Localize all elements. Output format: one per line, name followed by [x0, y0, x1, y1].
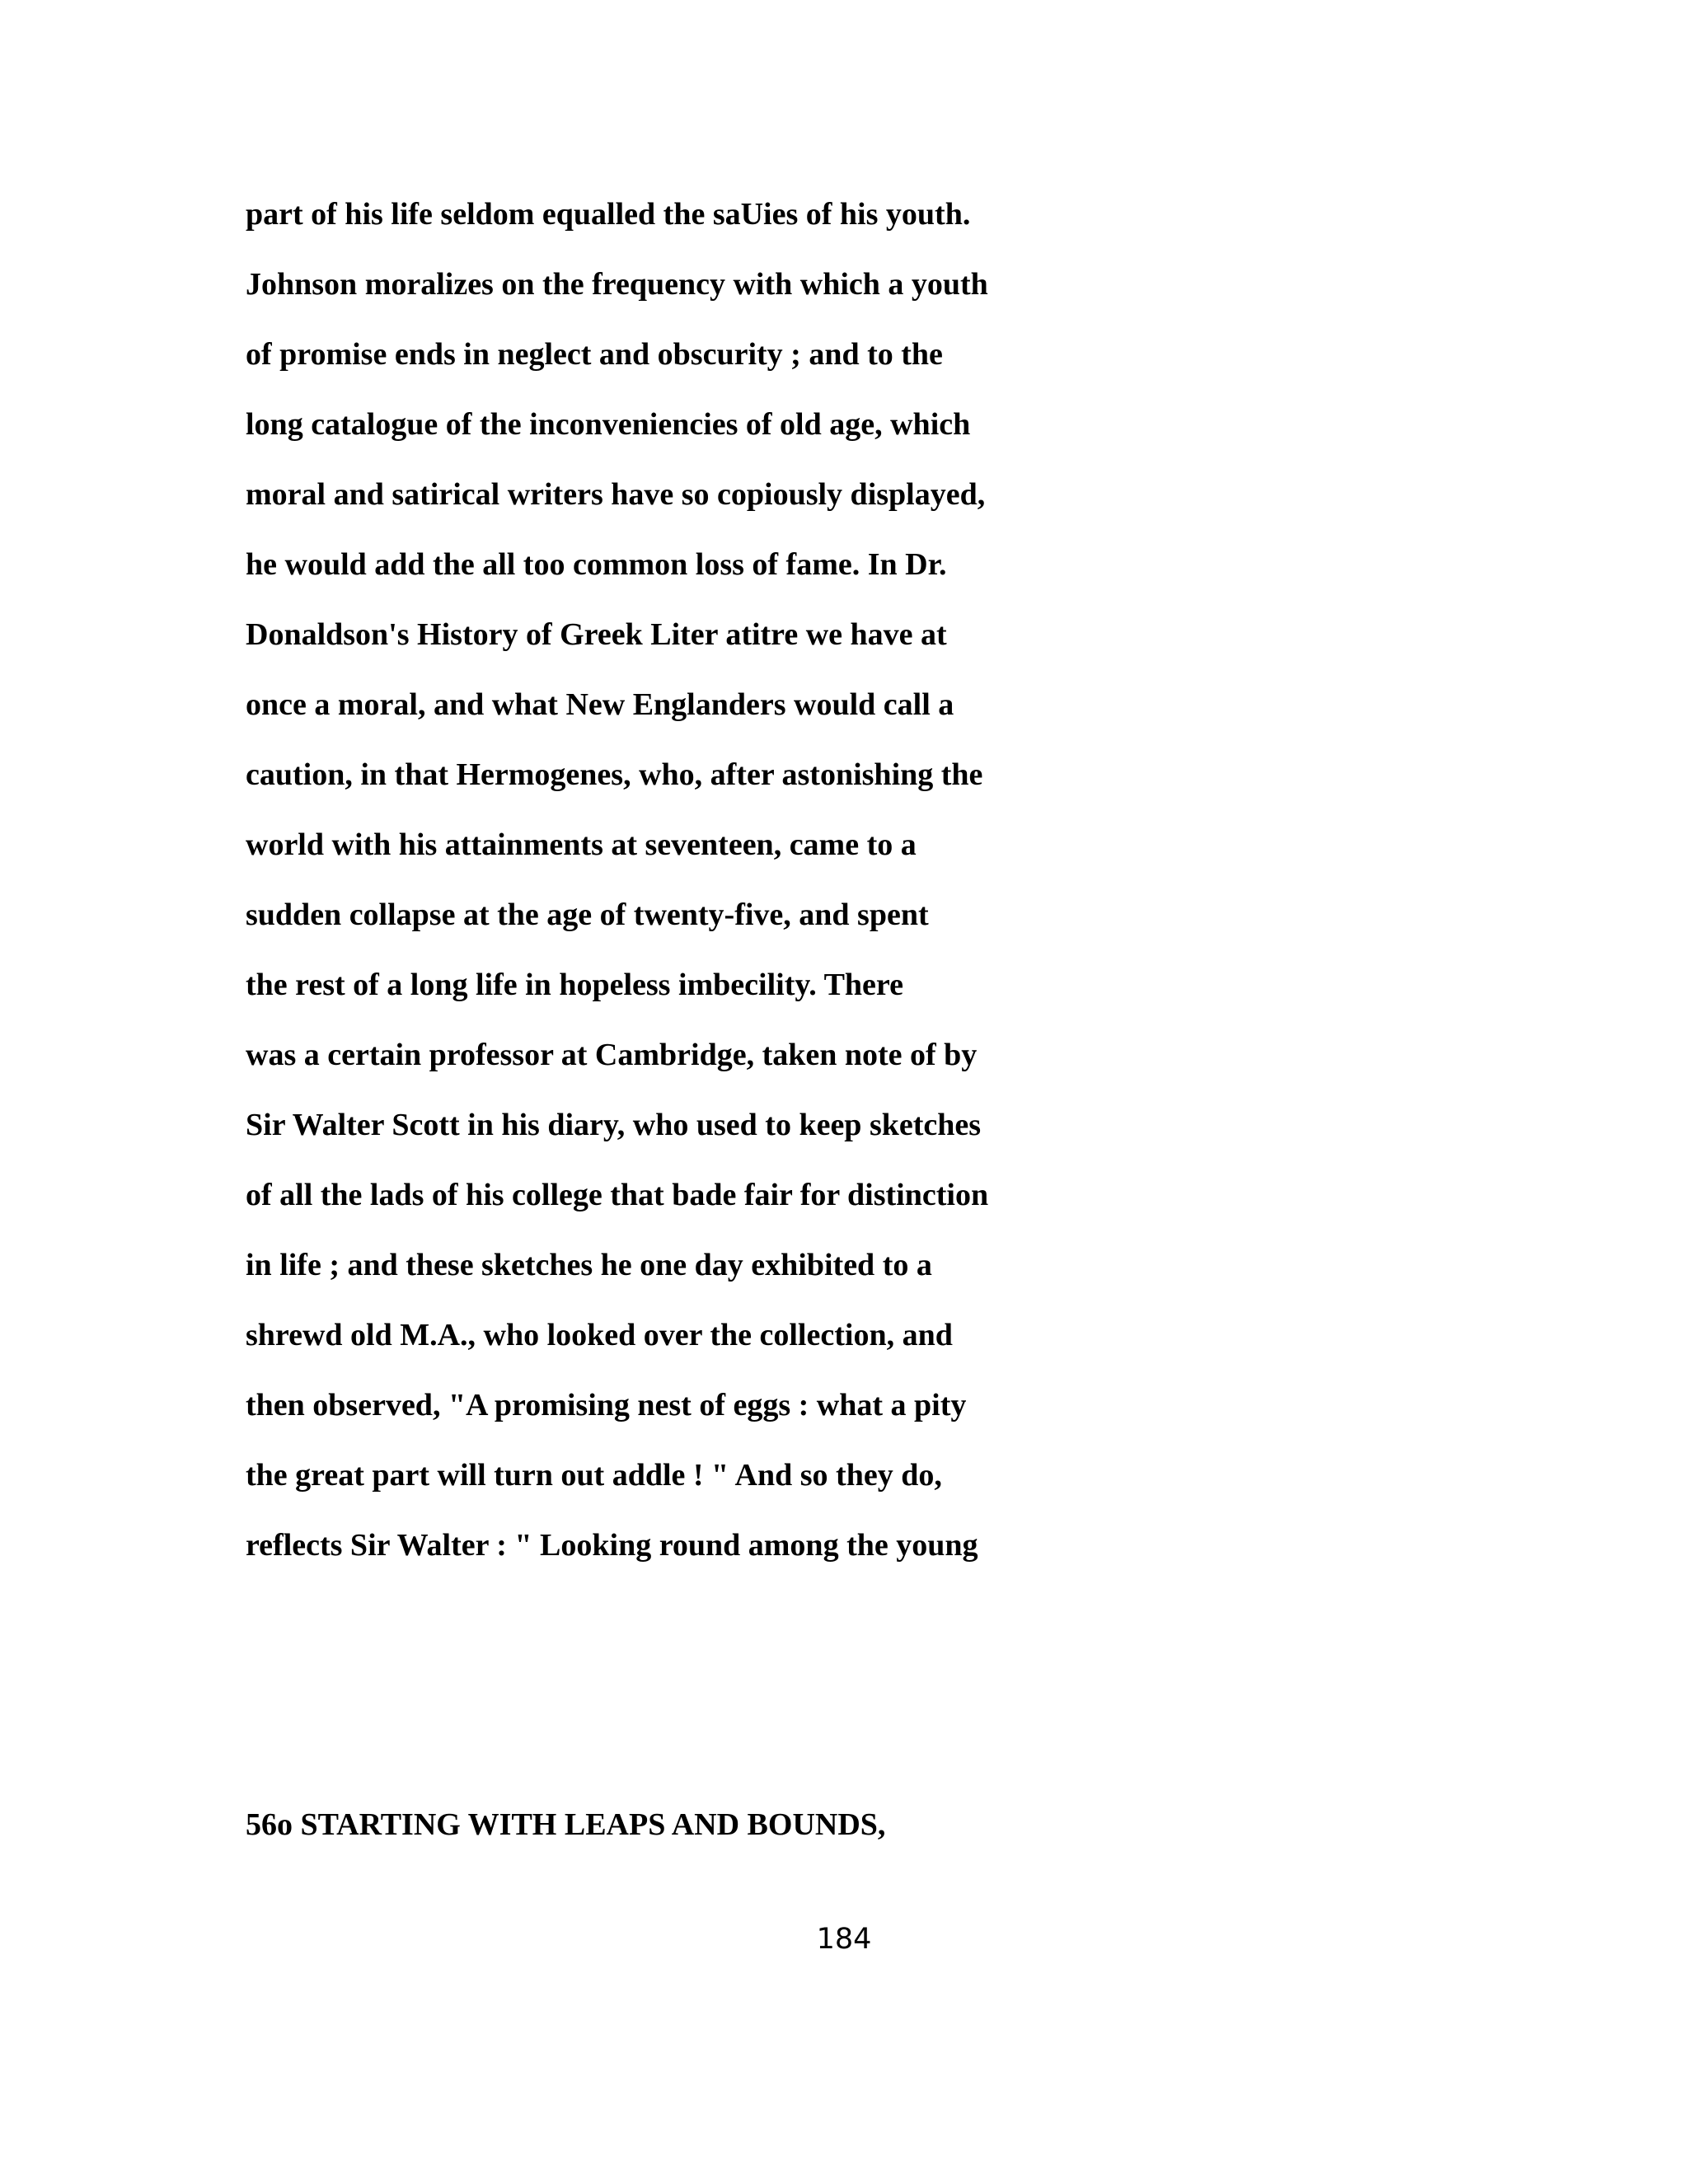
text-line: of all the lads of his college that bade fair for distinction — [246, 1178, 989, 1212]
text-line: the rest of a long life in hopeless imbecility. There — [246, 968, 903, 1002]
text-line: once a moral, and what New Englanders would call a — [246, 687, 954, 722]
text-line: reflects Sir Walter : " Looking round among the young — [246, 1528, 978, 1563]
text-line: Sir Walter Scott in his diary, who used to keep sketches — [246, 1108, 982, 1142]
text-line: caution, in that Hermogenes, who, after astonishing the — [246, 757, 983, 792]
running-head: 56o STARTING WITH LEAPS AND BOUNDS, — [246, 1807, 886, 1842]
text-line: he would add the all too common loss of fame. In Dr. — [246, 547, 947, 582]
text-line: was a certain professor at Cambridge, taken note of by — [246, 1038, 978, 1072]
text-line: Johnson moralizes on the frequency with which a youth — [246, 267, 988, 302]
text-line: long catalogue of the inconveniencies of old age, which — [246, 407, 971, 442]
text-line: then observed, "A promising nest of eggs : what a pity — [246, 1388, 967, 1422]
body-text — [246, 190, 1400, 1591]
text-line: shrewd old M.A., who looked over the collection, and — [246, 1318, 953, 1352]
text-line: of promise ends in neglect and obscurity ; and to the — [246, 337, 943, 372]
text-line: the great part will turn out addle ! " And so they do, — [246, 1458, 942, 1493]
text-line: part of his life seldom equalled the saUies of his youth. — [246, 197, 971, 232]
text-line: Donaldson's History of Greek Liter atitre we have at — [246, 617, 947, 652]
text-line: in life ; and these sketches he one day exhibited to a — [246, 1248, 932, 1282]
text-line: moral and satirical writers have so copiously displayed, — [246, 477, 986, 512]
text-line: world with his attainments at seventeen, came to a — [246, 827, 917, 862]
page-number: 184 — [816, 1923, 872, 1956]
text-line: sudden collapse at the age of twenty-five, and spent — [246, 898, 929, 932]
